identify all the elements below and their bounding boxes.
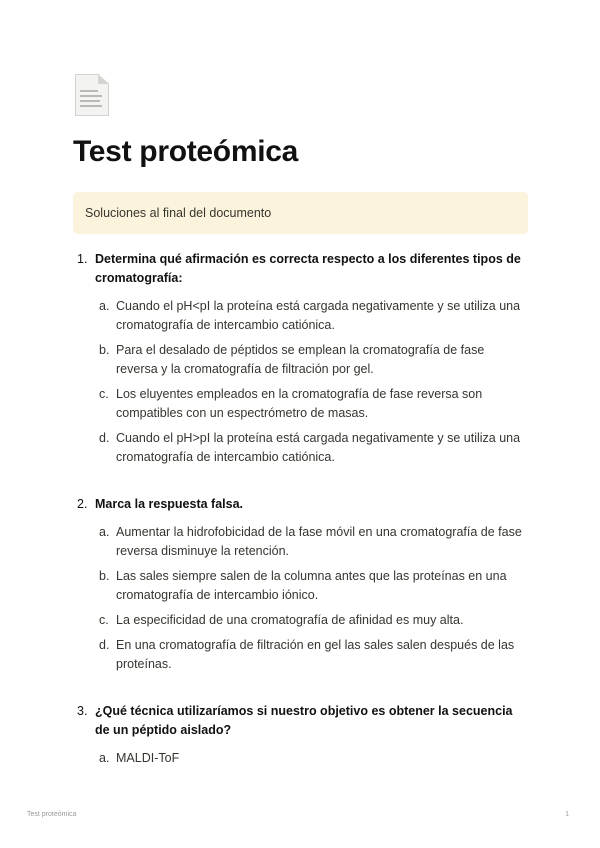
option-letter: a. (99, 525, 110, 539)
option-item (95, 297, 528, 335)
option-text: Los eluyentes empleados en la cromatografía de fase reversa son compatibles con un espectrómetro de masas. (116, 387, 483, 420)
question-text: Determina qué afirmación es correcta respecto a los diferentes tipos de cromatografía: (95, 252, 521, 285)
question-number: 3. (77, 704, 88, 718)
option-text: Para el desalado de péptidos se emplean la cromatografía de fase reversa y la cromatografía de filtración por gel. (116, 343, 485, 376)
option-text: Cuando el pH>pI la proteína está cargada negativamente y se utiliza una cromatografía de intercambio catiónica. (116, 431, 521, 464)
callout (73, 192, 528, 234)
option-item (95, 523, 528, 561)
page-title: Test proteómica (73, 135, 298, 168)
question-item (73, 702, 528, 768)
question-number: 1. (77, 252, 88, 266)
option-letter: b. (99, 569, 110, 583)
option-letter: c. (99, 387, 109, 401)
option-item (95, 636, 528, 674)
option-item (95, 429, 528, 467)
page-footer (27, 811, 569, 818)
option-item (95, 611, 528, 630)
page-content (73, 74, 528, 796)
option-letter: a. (99, 299, 110, 313)
option-text: Cuando el pH<pI la proteína está cargada negativamente y se utiliza una cromatografía de intercambio catiónica. (116, 299, 521, 332)
option-item (95, 385, 528, 423)
option-item (95, 567, 528, 605)
callout-text: Soluciones al final del documento (85, 206, 272, 220)
question-list (73, 250, 528, 768)
question-text: Marca la respuesta falsa. (95, 497, 243, 511)
option-text: MALDI-ToF (116, 751, 180, 765)
question-item (73, 250, 528, 467)
option-letter: d. (99, 638, 110, 652)
footer-doc-title: Test proteómica (27, 811, 77, 818)
option-text: Aumentar la hidrofobicidad de la fase móvil en una cromatografía de fase reversa disminuye la retención. (116, 525, 522, 558)
option-text: La especificidad de una cromatografía de afinidad es muy alta. (116, 613, 464, 627)
option-letter: a. (99, 751, 110, 765)
question-text: ¿Qué técnica utilizaríamos si nuestro objetivo es obtener la secuencia de un péptido aislado? (95, 704, 513, 737)
option-item (95, 749, 528, 768)
option-letter: d. (99, 431, 110, 445)
option-list (95, 523, 528, 674)
question-item (73, 495, 528, 674)
option-letter: b. (99, 343, 110, 357)
option-text: En una cromatografía de filtración en gel las sales salen después de las proteínas. (116, 638, 515, 671)
option-letter: c. (99, 613, 109, 627)
page-number: 1 (565, 811, 569, 818)
option-item (95, 341, 528, 379)
option-list (95, 297, 528, 467)
option-text: Las sales siempre salen de la columna antes que las proteínas en una cromatografía de intercambio iónico. (116, 569, 507, 602)
option-list (95, 749, 528, 768)
question-number: 2. (77, 497, 88, 511)
document-icon[interactable] (73, 74, 111, 116)
